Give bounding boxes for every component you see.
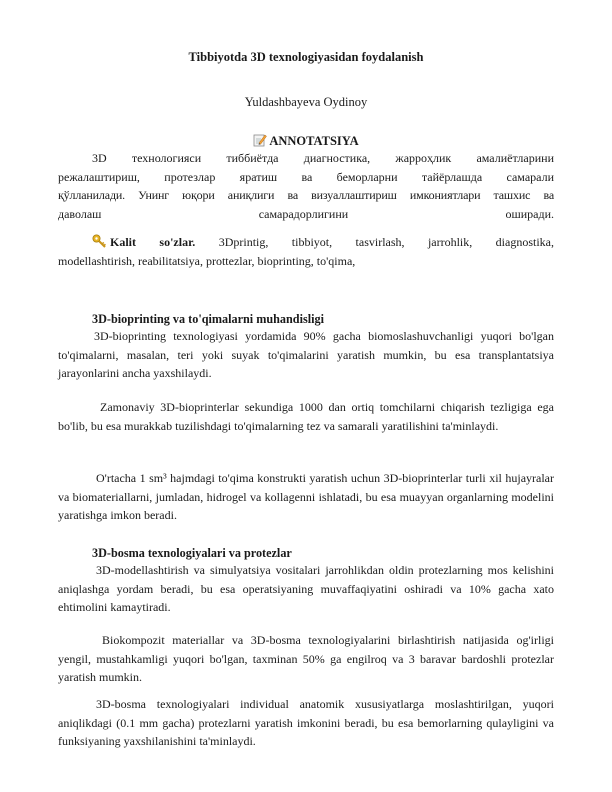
document-page (58, 0, 554, 792)
annotation-line-1: 3D технологияси тиббиётда диагностика, жарроҳлик амалиётларини (92, 151, 554, 165)
keywords-list-2: modellashtirish, reabilitatsiya, prottezlar, bioprinting, to'qima, (58, 253, 356, 268)
section1-heading: 3D-bioprinting va to'qimalarni muhandisligi (92, 312, 324, 326)
section2-paragraph-3: 3D-bosma texnologiyalari individual anatomik xususiyatlarga moslashtirilgan, yuqori aniqlikdagi (0.1 mm gacha) protezlarni yaratish imkonini beradi, bu esa bemorlarning qulayligini va funksiyaning yaxshilanishini ta'minlaydi. (58, 697, 554, 748)
keywords-line-1 (58, 233, 554, 252)
annotation-paragraph (58, 149, 554, 223)
annotation-heading-text: ANNOTATSIYA (269, 134, 359, 148)
section2-paragraph-2: Biokompozit materiallar va 3D-bosma texnologiyalarini birlashtirish natijasida og'irligi yengil, mustahkamligi yuqori bo'lgan, taxminan 50% ga engilroq va 3 baravar bardoshli protezlar yaratish mumkin. (58, 633, 554, 684)
annotation-heading (58, 133, 554, 149)
section1-paragraph-2: Zamonaviy 3D-bioprinterlar sekundiga 1000 dan ortiq tomchilarni chiqarish tezligiga ega bo'lib, bu esa murakkab tuzilishdagi to'qimalarning tez va samarali yaratilishini ta'minlaydi. (58, 400, 554, 433)
annotation-line-2: режалаштириш, протезлар яратиш ва беморларни тайёрлашда самарали (58, 169, 554, 184)
keywords-label: Kalit so'zlar. (110, 235, 196, 249)
key-icon (92, 234, 107, 248)
section1-paragraph-1: 3D-bioprinting texnologiyasi yordamida 90% gacha biomoslashuvchanligi yuqori bo'lgan to'qimalarni, masalan, teri yoki suyak to'qimalarini yaratish mumkin, bu esa transplantatsiya jarayonlarini ancha yaxshilaydi. (58, 329, 554, 380)
annotation-line-4: даволаш самарадорлигини оширади. (58, 206, 554, 221)
author-name: Yuldashbayeva Oydinoy (244, 95, 368, 109)
section2-paragraph-1: 3D-modellashtirish va simulyatsiya vositalari jarrohlikdan oldin protezlarning mos kelishini aniqlashga yordam beradi, bu esa operatsiyaning muvaffaqiyatini oshiradi va 10% gacha xato ehtimolini kamaytiradi. (58, 563, 554, 614)
keywords-list-1: 3Dprintig, tibbiyot, tasvirlash, jarrohlik, diagnostika, (195, 235, 555, 249)
document-title: Tibbiyotda 3D texnologiyasidan foydalanish (188, 50, 424, 64)
keywords-paragraph (58, 233, 554, 270)
memo-icon (253, 133, 267, 147)
section2-heading: 3D-bosma texnologiyalari va protezlar (92, 546, 292, 560)
annotation-line-3: қўлланилади. Унинг юқори аниқлиги ва визуаллаштириш имкониятлари ташхис ва (58, 188, 554, 202)
section1-paragraph-3: O'rtacha 1 sm³ hajmdagi to'qima konstrukti yaratish uchun 3D-bioprinterlar turli xil hujayralar va biomateriallarni, jumladan, hidrogel va kollagenni ishlatadi, bu esa muayyan organlarning modelini yaratishga imkon beradi. (58, 471, 554, 522)
